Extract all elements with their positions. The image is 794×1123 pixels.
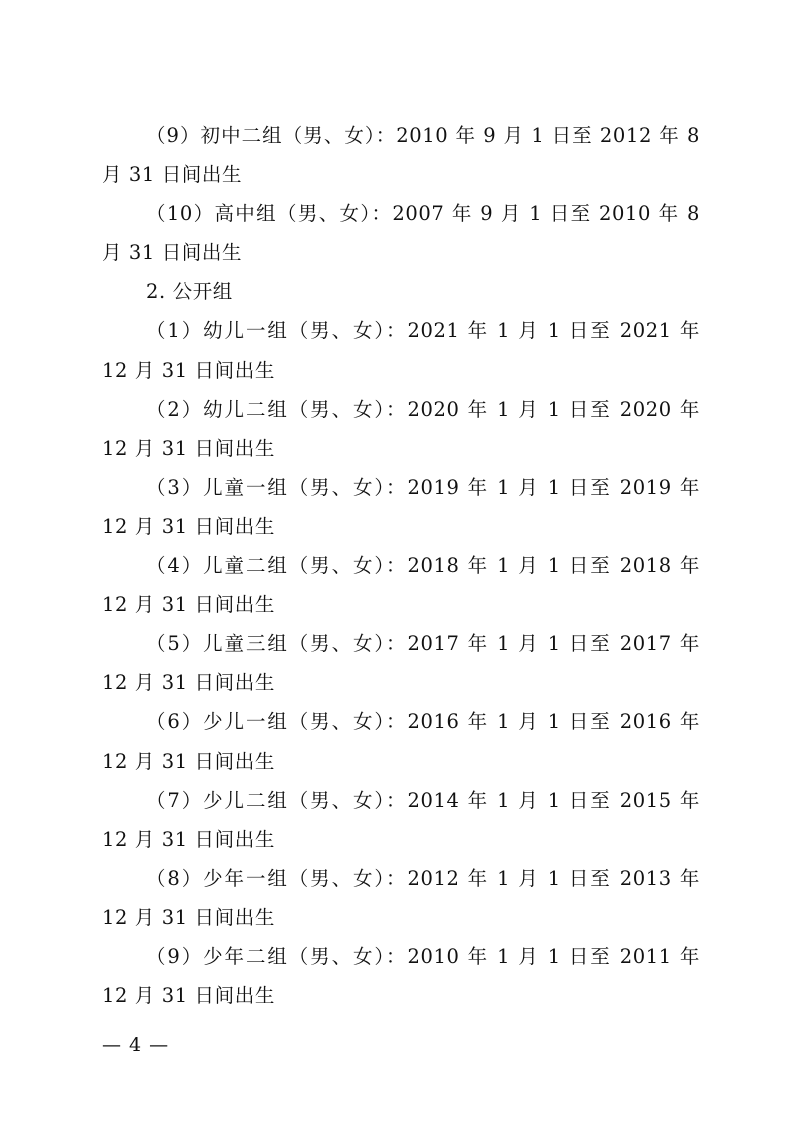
paragraph-senior-high-group: （10）高中组（男、女）：2007 年 9 月 1 日至 2010 年 8 月 31 日间出生 [102,202,700,265]
paragraph-youth-group-2: （9）少年二组（男、女）：2010 年 1 月 1 日至 2011 年 12 月 31 日间出生 [102,944,700,1008]
paragraph-preschool-group-1: （1）幼儿一组（男、女）：2021 年 1 月 1 日至 2021 年 12 月 31 日间出生 [102,319,700,382]
paragraph-children-group-3: （5）儿童三组（男、女）：2017 年 1 月 1 日至 2017 年 12 月 31 日间出生 [102,632,700,695]
document-body [102,116,700,1015]
paragraph-youth-group-1: （8）少年一组（男、女）：2012 年 1 月 1 日至 2013 年 12 月 31 日间出生 [102,866,700,929]
paragraph-juvenile-group-1: （6）少儿一组（男、女）：2016 年 1 月 1 日至 2016 年 12 月 31 日间出生 [102,710,700,773]
paragraph-junior-high-group-2: （9）初中二组（男、女）：2010 年 9 月 1 日至 2012 年 8 月 31 日间出生 [102,124,700,187]
paragraph-children-group-2: （4）儿童二组（男、女）：2018 年 1 月 1 日至 2018 年 12 月 31 日间出生 [102,554,700,617]
paragraph-children-group-1: （3）儿童一组（男、女）：2019 年 1 月 1 日至 2019 年 12 月 31 日间出生 [102,475,700,538]
paragraph-preschool-group-2: （2）幼儿二组（男、女）：2020 年 1 月 1 日至 2020 年 12 月 31 日间出生 [102,397,700,460]
paragraph-juvenile-group-2: （7）少儿二组（男、女）：2014 年 1 月 1 日至 2015 年 12 月 31 日间出生 [102,788,700,851]
section-heading-open-group: 2. 公开组 [146,280,233,304]
page-number: — 4 — [102,1034,170,1056]
